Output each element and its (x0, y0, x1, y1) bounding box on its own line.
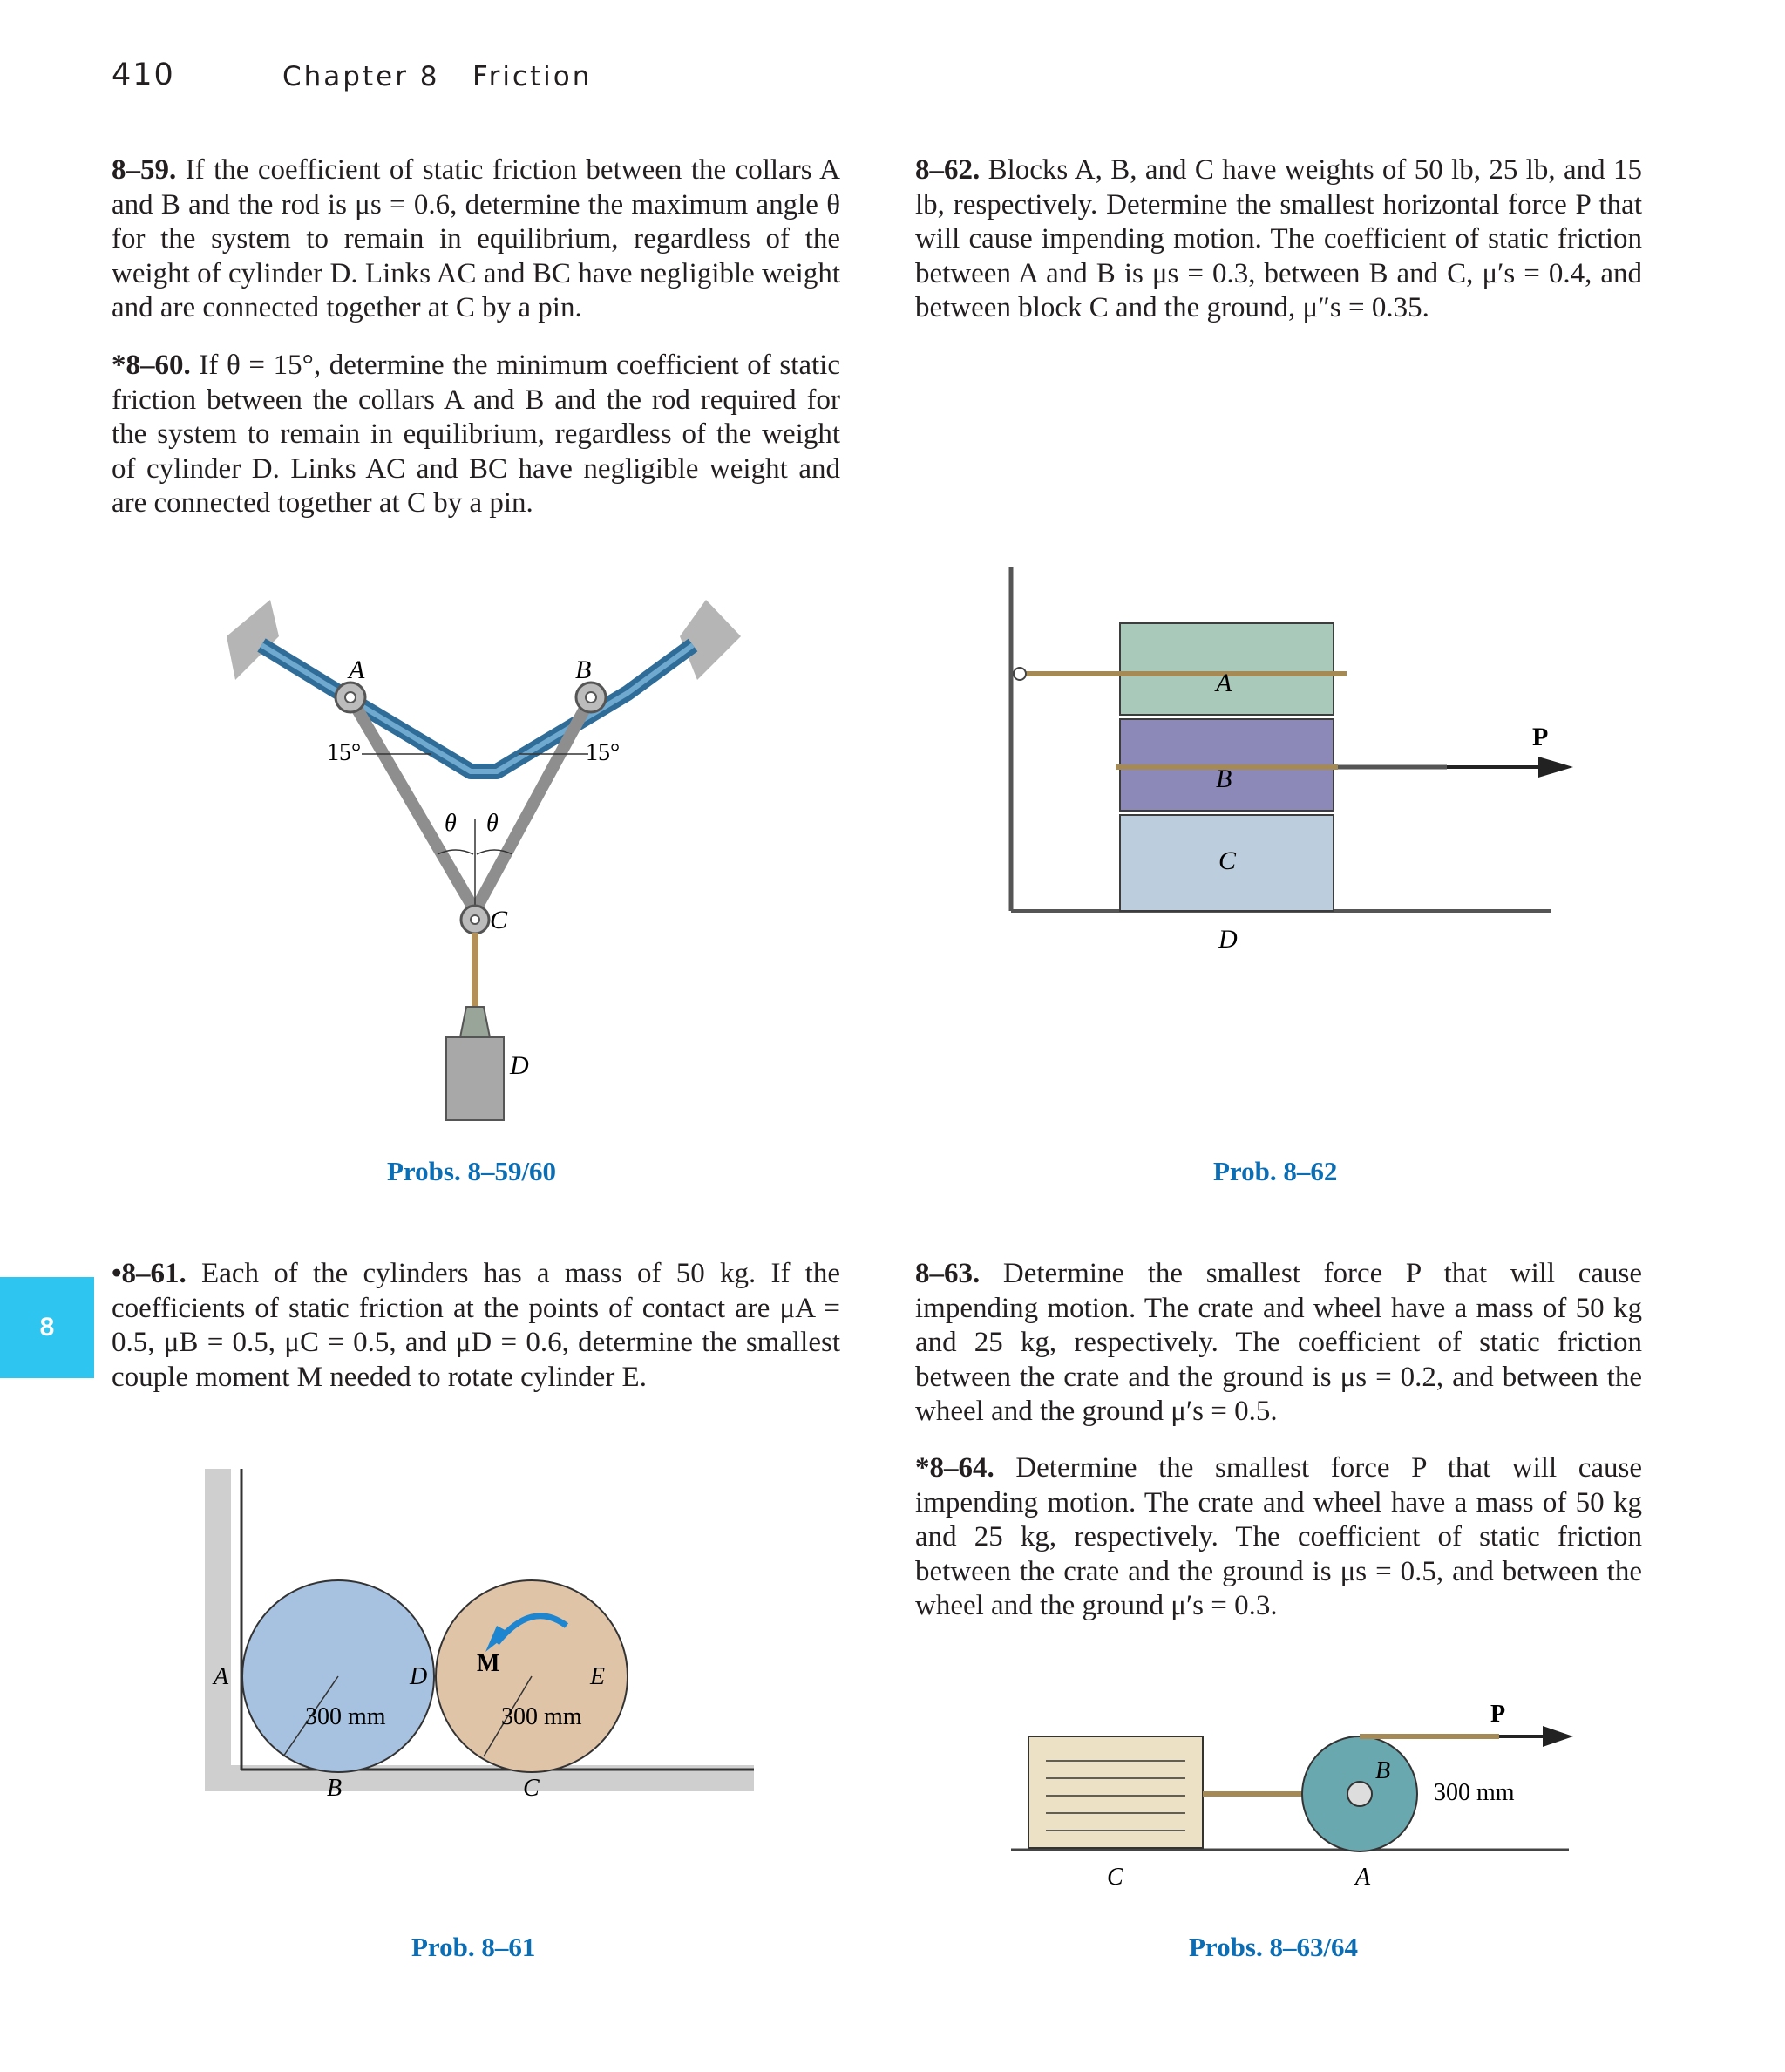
theta-right: θ (486, 810, 499, 837)
problem-number: 8–59. (112, 154, 177, 186)
chapter-label: Chapter 8 (282, 61, 440, 92)
label-c: C (1218, 846, 1237, 875)
figure-caption-63-64: Probs. 8–63/64 (1189, 1932, 1359, 1962)
figure-caption-61: Prob. 8–61 (411, 1932, 536, 1962)
problem-8-64 (915, 1451, 1642, 1624)
chapter-title: Friction (472, 61, 593, 92)
chapter-side-tab (0, 1277, 94, 1378)
label-d: D (510, 1051, 529, 1080)
angle-left: 15° (327, 739, 362, 766)
problem-number: 8–63. (915, 1258, 981, 1289)
problem-8-60 (112, 349, 840, 521)
left-wall (205, 1469, 231, 1783)
label-a: A (349, 656, 365, 684)
problem-text: If the coefficient of static friction between the collars A and B and the rod is μs = 0.6, determine the maximum angle θ for the system to remain in equilibrium, regardless of the weight of cylinder D. Links AC and BC have negligible weight and are connected together at C by a pin. (112, 154, 840, 323)
left-wall-support (227, 600, 279, 680)
label-c: C (523, 1775, 540, 1802)
figure-crate-wheel (1002, 1691, 1612, 1900)
figure-collar-links (209, 584, 750, 1142)
label-p: P (1532, 723, 1549, 751)
label-e: E (590, 1663, 606, 1690)
label-a: A (1216, 669, 1232, 697)
problem-8-61 (112, 1257, 840, 1395)
label-a: A (1355, 1864, 1371, 1891)
problem-text: Blocks A, B, and C have weights of 50 lb, 25 lb, and 15 lb, respectively. Determine the smallest horizontal force P that will cause impending motion. The coefficient of static friction between A and B is μs = 0.3, between B and C, μ′s = 0.4, and between block C and the ground, μ″s = 0.35. (915, 154, 1642, 323)
problem-text: Each of the cylinders has a mass of 50 kg. If the coefficients of static friction at the points of contact are μA = 0.5, μB = 0.5, μC = 0.5, and μD = 0.6, determine the smallest couple moment M needed to rotate cylinder E. (112, 1258, 840, 1393)
label-b: B (327, 1775, 343, 1802)
label-d: D (1218, 925, 1238, 954)
label-b: B (1375, 1757, 1391, 1784)
cylinder-d (446, 1037, 504, 1120)
label-m: M (477, 1650, 500, 1677)
page-number: 410 (112, 58, 175, 92)
label-p: P (1490, 1701, 1506, 1728)
problem-number: *8–64. (915, 1452, 994, 1484)
theta-left: θ (445, 810, 457, 837)
figure-two-cylinders (196, 1469, 771, 1804)
crate (1028, 1736, 1203, 1848)
problem-number: *8–60. (112, 350, 191, 381)
radius-left: 300 mm (305, 1703, 386, 1730)
angle-right: 15° (586, 739, 621, 766)
label-a: A (214, 1663, 229, 1690)
label-c: C (1107, 1864, 1123, 1891)
problem-8-63 (915, 1257, 1642, 1430)
problem-text: Determine the smallest force P that will cause impending motion. The crate and wheel have a mass of 50 kg and 25 kg, respectively. The coefficient of static friction between the crate and the ground is μs = 0.5, and between the wheel and the ground μ′s = 0.3. (915, 1452, 1642, 1621)
problem-8-62 (915, 153, 1642, 326)
label-d: D (410, 1663, 428, 1690)
radius: 300 mm (1434, 1779, 1515, 1806)
problem-text: If θ = 15°, determine the minimum coefficient of static friction between the collars A and B and the rod required for the system to remain in equilibrium, regardless of the weight of cylinder D. Links AC and BC have negligible weight and are connected together at C by a pin. (112, 350, 841, 519)
problem-number: 8–62. (915, 154, 981, 186)
label-b: B (575, 656, 592, 684)
problem-8-59 (112, 153, 840, 326)
figure-caption-62: Prob. 8–62 (1213, 1156, 1338, 1186)
link-bc (475, 697, 591, 911)
problem-text: Determine the smallest force P that will cause impending motion. The crate and wheel have a mass of 50 kg and 25 kg, respectively. The coefficient of static friction between the crate and the ground is μs = 0.2, and between the wheel and the ground μ′s = 0.5. (915, 1258, 1642, 1427)
radius-right: 300 mm (501, 1703, 582, 1730)
label-c: C (490, 906, 508, 934)
figure-stacked-blocks (994, 558, 1604, 959)
label-b: B (1216, 764, 1232, 793)
problem-number: •8–61. (112, 1258, 187, 1289)
figure-caption-59-60: Probs. 8–59/60 (387, 1156, 557, 1186)
chapter-side-tab-number: 8 (39, 1313, 55, 1342)
